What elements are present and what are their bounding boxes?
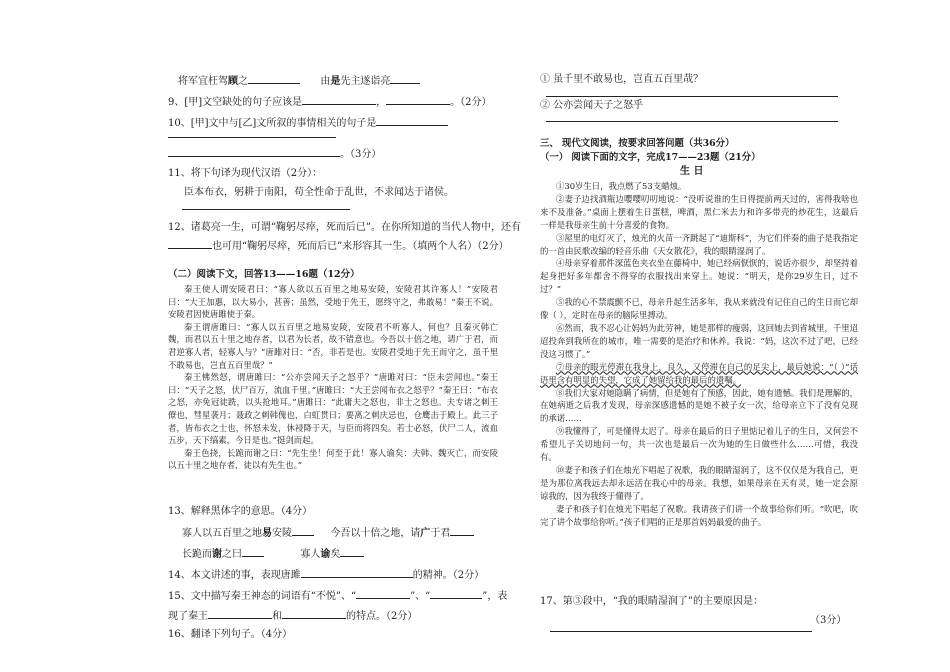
q13-a1: 寡人以五百里之地	[182, 528, 262, 539]
story-title: 生 日	[680, 166, 704, 177]
q15-b2: 和	[272, 611, 282, 622]
q13-a2-end: 于君	[430, 528, 451, 539]
blank[interactable]	[208, 609, 272, 619]
blank[interactable]	[450, 526, 474, 536]
q13-b2: 寡人	[300, 549, 321, 560]
classical-passage	[168, 283, 498, 472]
story-paragraph: ③屋里的电灯灭了，烛光的火苗一齐跳起了“迪斯科”，为它们伴奏的曲子是我指定的一首由民歌改编的轻音乐曲《天女散花》，我的眼睛湿润了。	[540, 232, 858, 256]
answer-line[interactable]	[546, 95, 838, 97]
translate-sentence-2: ② 公亦尝闻天子之怒乎	[540, 100, 644, 111]
q8-item-2-key: 是	[330, 76, 341, 87]
subsection-1-title: （一） 阅读下面的文字，完成17——23题（21分）	[540, 152, 761, 163]
q14-end: 的精神。（2分）	[412, 570, 485, 581]
section-3-title: 三、 现代文阅读，按要求回答问题（共36分）	[540, 138, 735, 149]
section-2-title: （二）阅读下文，回答13——16题（12分）	[168, 269, 360, 280]
q10-end: 。（3分）	[340, 149, 382, 160]
q15-mid: ”、“	[410, 591, 431, 602]
blank[interactable]	[168, 147, 340, 157]
q8-item-1-key: 顾	[228, 76, 238, 87]
blank[interactable]	[242, 547, 264, 557]
question-15	[168, 589, 507, 603]
question-10-cont	[168, 147, 381, 161]
story-paragraph: ⑤我的心不禁震颤不已，母亲升起生活多年，我从来就没有记住自己的生日而它却像（ ），定时在母亲的脑际里搏动。	[540, 297, 858, 321]
question-9	[168, 95, 492, 109]
question-15-cont	[168, 609, 417, 623]
passage-paragraph: 秦王谓唐雎曰：“寡人以五百里之地易安陵，安陵君不听寡人，何也？且秦灭韩亡魏，而君以五十里之地存者，以君为长者，故不错意也。今吾以十倍之地，请广于君，而君逆寡人者，轻寡人与？”唐雎对曰：“否，非若是也。安陵君受地于先王而守之，虽千里不敢易也，岂直五百里哉？”	[168, 321, 498, 370]
story-paragraph: ⑨我懂得了，可是懂得太迟了。母亲在最后的日子里惦记着儿子的生日，又何尝不希望儿子关切地问一句，共一次也是最后一次为她的生日做些什么……可惜，我没有。	[540, 426, 858, 463]
q15-end: ”，表	[482, 591, 508, 602]
blank[interactable]	[356, 589, 410, 599]
blank[interactable]	[302, 95, 376, 105]
question-17: 17、第③段中，“我的眼睛湿润了”的主要原因是：	[540, 596, 763, 607]
story-paragraph: ⑦母亲的眼光停滞在我身上，良久，又停滞在自己的足尖上，最后她说：“（ ）”话语里含有明显的失望，它成了她留给我的最后的遗嘱。	[540, 361, 858, 385]
story-paragraph: ④母亲穿着那件深蓝色夹衣坐在藤椅中，她已经病恹恹的，说话亦很少，却坚持着起身把好多年都舍不得穿的衣服找出来穿上。她说：“明天，是你29岁生日，过不过？”	[540, 258, 858, 295]
question-17-score: （3分）	[810, 615, 847, 626]
q13-b2-key: 谕	[320, 549, 331, 560]
q9-sep: ，	[376, 97, 387, 108]
passage-paragraph: 秦王色挠，长跪而谢之曰：“先生坐！何至于此！寡人谕矣：夫韩、魏灭亡，而安陵以五十里之地存者，徒以有先生也。”	[168, 447, 498, 471]
story-paragraph: ⑩妻子和孩子们在烛光下唱起了祝歌，我的眼睛湿润了，这不仅仅是为我自己，更是为那位离我远去却永远活在我心中的母亲。我想，如果母亲在天有灵，她一定会原谅我的，因为我终于懂得了。	[540, 464, 858, 501]
blank[interactable]	[386, 95, 450, 105]
story-paragraph: ②妻子边找酒瓶边嘤嘤叨叨地说：“没听说谁的生日得提前两天过的，害得我啥也来不及准备。”桌面上摆着生日蛋糕，啤酒，黑仁米去力和许多带壳的炒花生，这最后一样是我母亲生前十分喜爱的食物。	[540, 193, 858, 230]
blank[interactable]	[390, 74, 420, 84]
q13-b1-end: 之曰	[222, 549, 242, 560]
question-12: 12、诸葛亮一生，可谓“鞠躬尽瘁，死而后已”。在你所知道的当代人物中，还有	[168, 222, 521, 233]
blank[interactable]	[430, 589, 482, 599]
blank[interactable]	[376, 116, 448, 126]
q13-b1: 长跪而	[182, 549, 212, 560]
answer-line[interactable]	[550, 630, 812, 632]
story-paragraph: ①30岁生日，我点燃了53支蜡烛。	[556, 181, 687, 191]
passage-paragraph: 秦王使人谓安陵君曰：“寡人欲以五百里之地易安陵，安陵君其许寡人！”安陵君曰：“大王加惠，以大易小，甚善；虽然，受地于先王，愿终守之，弗敢易！”秦王不说。安陵君因使唐雎使于秦。	[168, 284, 498, 320]
q15-b1: 现了秦王	[168, 611, 208, 622]
q13-a2: 今吾以十倍之地，请	[330, 528, 421, 539]
q13-row-1	[182, 526, 474, 540]
question-13: 13、解释黑体字的意思。（4分）	[168, 506, 313, 517]
blank[interactable]	[168, 239, 212, 249]
story-paragraph: ⑧我们大家对她隐瞒了病情，但是她有了预感，因此，她有遗憾。我们是理解的，在她病逝之后我才发现，母亲深感遗憾的是她不被子女一次，给母亲立下了没有兑现的承诺……	[540, 387, 858, 424]
q8-item-2-end: 先主遂诣亮	[340, 76, 391, 87]
story-paragraph: ⑥然而，我不忍心让妈妈为此劳神，她是那样的瘦弱，这回她去到省城里，千里迢迢投奔到我所在的城市，唯一需要的是治疗和休养。我说：“妈，这次不过了吧，已经没这习惯了。”	[540, 322, 858, 359]
right-column	[540, 0, 860, 672]
question-12-cont	[168, 239, 509, 253]
blank[interactable]	[301, 568, 413, 578]
answer-line[interactable]	[546, 120, 838, 122]
q15-text: 15、文中描写秦王神态的词语有“不悦”、“	[168, 591, 357, 602]
question-16: 16、翻译下列句子。（4分）	[168, 629, 293, 640]
q10-text: 10、[甲]文中与[乙]文所叙的事情相关的句子是	[168, 118, 377, 129]
q9-text: 9、[甲]文空缺处的句子应该是	[168, 97, 303, 108]
story-passage	[540, 180, 858, 590]
q13-a1-end: 安陵	[272, 528, 292, 539]
q13-row-2	[182, 547, 364, 561]
q15-b3: 的特点。（2分）	[346, 611, 418, 622]
q9-end: 。（2分）	[450, 97, 492, 108]
translate-sentence-1: ① 虽千里不敢易也，岂直五百里哉？	[540, 74, 704, 85]
answer-line[interactable]	[168, 136, 336, 138]
blank[interactable]	[292, 526, 314, 536]
blank[interactable]	[340, 547, 364, 557]
q8-answers	[178, 74, 420, 88]
q13-b2-end: 矣	[330, 549, 341, 560]
q8-item-1-end: 之	[238, 76, 248, 87]
question-14	[168, 568, 484, 582]
q12-end: 也可用“鞠躬尽瘁，死而后已”来形容其一生。（填两个人名）（2分）	[212, 241, 509, 252]
question-11: 11、将下句译为现代汉语（2分）：	[168, 168, 323, 179]
blank[interactable]	[248, 74, 300, 84]
q13-b1-key: 谢	[212, 549, 222, 560]
passage-paragraph: 秦王怫然怒，谓唐雎曰：“公亦尝闻天子之怒乎？”唐雎对曰：“臣未尝闻也。”秦王曰：“天子之怒，伏尸百万，流血千里。”唐雎曰：“大王尝闻布衣之怒乎？”秦王曰：“布衣之怒，亦免冠徒跣，以头抢地耳。”唐雎曰：“此庸夫之怒也，非士之怒也。夫专诸之刺王僚也，彗星袭月；聂政之刺韩傀也，白虹贯日；要离之刺庆忌也，仓鹰击于殿上。此三子者，皆布衣之士也，怀怒未发，休祲降于天，与臣而将四矣。若士必怒，伏尸二人，流血五步，天下缟素，今日是也。”挺剑而起。	[168, 372, 498, 446]
question-11-quote: 臣本布衣，躬耕于南阳，苟全性命于乱世，不求闻达于诸侯。	[184, 187, 454, 198]
q14-text: 14、本文讲述的事，表现唐雎	[168, 570, 301, 581]
left-column	[168, 0, 521, 672]
q13-a2-key: 广	[420, 528, 431, 539]
q13-a1-key: 易	[262, 528, 272, 539]
q8-item-1: 将军宜枉驾	[178, 76, 228, 87]
question-10	[168, 116, 448, 130]
blank[interactable]	[282, 609, 346, 619]
answer-line[interactable]	[182, 208, 350, 210]
q8-item-2: 由	[320, 76, 331, 87]
story-paragraph: 妻子和孩子们在烛光下唱起了祝歌。我请孩子们讲一个故事给你们听。“吹吧，吹完了讲个故事给你听。”孩子们唱的正是那首妈妈最爱的曲子。	[540, 503, 858, 527]
